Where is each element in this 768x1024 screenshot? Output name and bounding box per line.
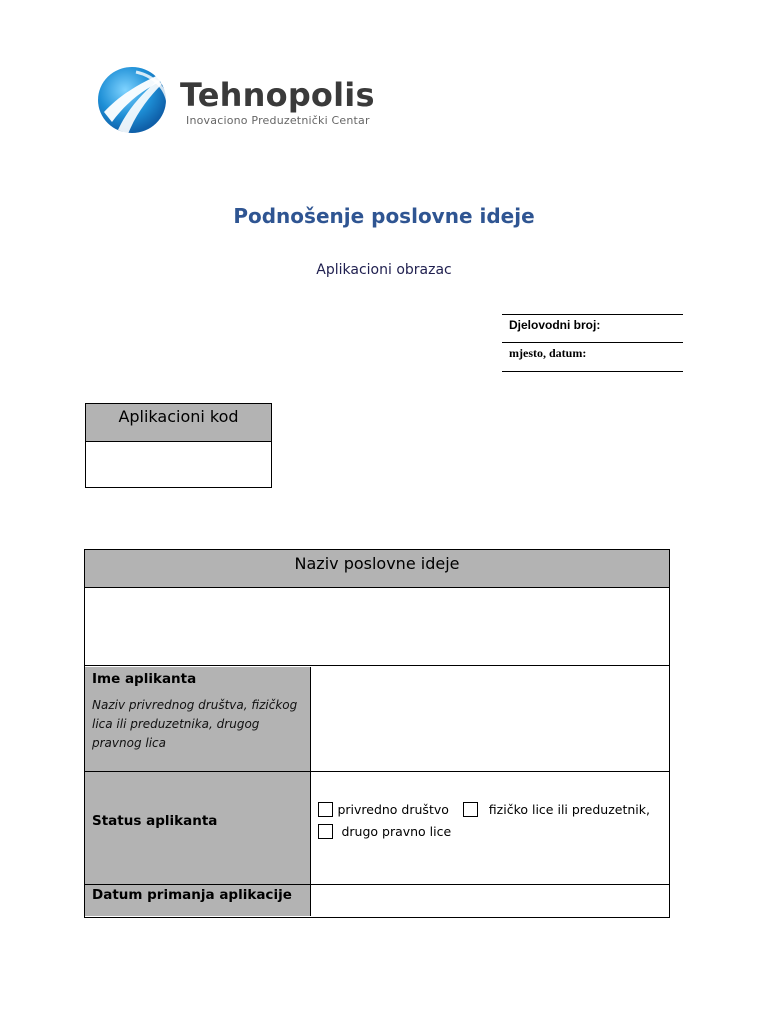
document-title: Podnošenje poslovne ideje xyxy=(233,204,535,228)
idea-name-header: Naziv poslovne ideje xyxy=(85,550,669,588)
status-label: Status aplikanta xyxy=(92,813,218,829)
status-checkbox-company[interactable] xyxy=(318,802,333,817)
application-code-box xyxy=(85,403,272,488)
application-code-header: Aplikacioni kod xyxy=(86,404,271,442)
applicant-name-field[interactable] xyxy=(311,667,669,771)
status-checkbox-other-legal[interactable] xyxy=(318,824,333,839)
document-subtitle: Aplikacioni obrazac xyxy=(316,262,452,278)
date-label: Datum primanja aplikacije xyxy=(92,887,292,903)
date-field[interactable] xyxy=(311,885,669,916)
date-label-cell xyxy=(85,885,311,916)
status-option-company: privredno društvo xyxy=(337,802,449,817)
status-option-individual: fizičko lice ili preduzetnik, xyxy=(488,802,650,817)
application-code-field[interactable] xyxy=(86,442,271,487)
status-label-cell xyxy=(85,772,311,884)
registry-box xyxy=(502,314,683,372)
logo-tagline: Inovaciono Preduzetnički Centar xyxy=(186,114,370,127)
applicant-hint: Naziv privrednog društva, fizičkog lica ili preduzetnika, drugog pravnog lica xyxy=(92,698,298,750)
logo-name: Tehnopolis xyxy=(180,76,375,114)
idea-name-field[interactable] xyxy=(85,588,669,666)
tehnopolis-logo-icon xyxy=(96,64,174,136)
applicant-label: Ime aplikanta xyxy=(92,671,197,687)
status-option-other-legal: drugo pravno lice xyxy=(341,824,452,839)
registry-place-date-label: mjesto, datum: xyxy=(502,342,683,372)
status-options-cell xyxy=(311,772,669,884)
applicant-label-cell xyxy=(85,667,311,771)
application-form-table xyxy=(84,549,670,918)
registry-number-label: Djelovodni broj: xyxy=(502,314,683,342)
status-checkbox-individual[interactable] xyxy=(463,802,478,817)
